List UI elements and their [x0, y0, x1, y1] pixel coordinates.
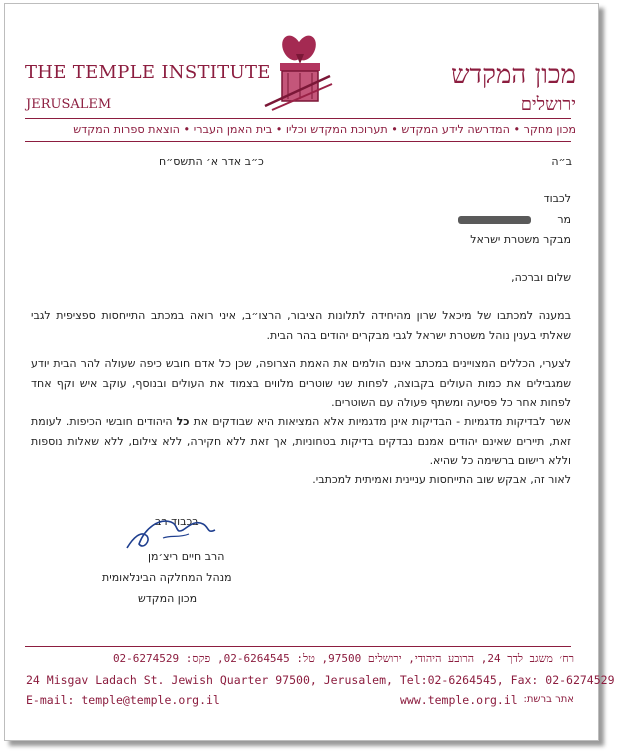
- footer-website-label: אתר ברשת:: [523, 694, 574, 705]
- redacted-name: [458, 216, 531, 224]
- hebrew-city: ירושלים: [520, 94, 576, 115]
- footer-hebrew-address: רח׳ משגב לדך 24, הרובע היהודי, ירושלים 97500, טל: 02-6264545, פקס: 02-6274529: [112, 652, 574, 665]
- paragraph-2: לצערי, הכללים המצויינים במכתב אינם הולמים את האמת הצרופה, שכן כל אדם חובש כיפה שעולה להר הבית יודע שמגבילים את כמות העולים בקבוצה, לפחות שני שוטרים מלווים בצמוד את העולים ובנוסף, עוקב איש וקף אחד לפחות אחר כל פסיעה ומשתף פעולה עם השוטרים.: [31, 357, 571, 409]
- paragraph-3-bold: כל: [176, 415, 190, 428]
- ark-of-covenant-icon: [262, 30, 334, 112]
- bh-mark: ב״ה: [551, 155, 572, 168]
- paragraph-1: במענה למכתבו של מיכאל שרון מהיחידה לתלונות הציבור, הרצו״ב, איני רואה במכתב התייחסות ספציפית לגבי שאלתי בענין נוהל משטרת ישראל לגבי מבקרים יהודים בהר הבית.: [31, 309, 571, 342]
- signer-name: הרב חיים ריצ׳מן: [148, 550, 225, 563]
- signer-role: מנהל המחלקה הבינלאומית: [102, 571, 232, 584]
- footer-english-address: 24 Misgav Ladach St. Jewish Quarter 97500, Jerusalem, Tel:02-6264545, Fax: 02-6274529: [26, 673, 615, 687]
- greeting: שלום וברכה,: [511, 271, 571, 284]
- paragraph-3-start: אשר לבדיקות מדגמיות - הבדיקות אינן מדגמיות אלא המציאות היא שבודקים את: [189, 415, 571, 428]
- hebrew-institute-name: מכון המקדש: [451, 60, 576, 90]
- signer-org: מכון המקדש: [138, 592, 198, 605]
- paragraph-3: [31, 412, 571, 471]
- english-institute-name: THE TEMPLE INSTITUTE: [25, 62, 271, 83]
- paragraph-3-end: היהודים חובשי הכיפות. לעומת זאת, תיירים שאינם יהודים אמנם נבדקים בדיקות בטחוניות, אך זאת ללא חקירה, ללא צילום, ללא שאלות נוספות וללא רישום ברשימה כל שהיא.: [31, 415, 571, 467]
- header-rule-bottom: [25, 141, 571, 142]
- footer-website[interactable]: www.temple.org.il: [400, 693, 518, 707]
- english-city: JERUSALEM: [26, 97, 112, 112]
- letter-date: כ״ב אדר א׳ התשס״ח: [159, 155, 264, 168]
- recipient-prefix: מר: [557, 213, 571, 226]
- footer-email[interactable]: E-mail: temple@temple.org.il: [26, 693, 220, 707]
- footer-rule: [25, 646, 571, 647]
- letter-sheet: [4, 3, 615, 741]
- recipient-title: מבקר משטרת ישראל: [470, 233, 571, 246]
- closing: בכבוד רב: [155, 515, 199, 528]
- header-rule-top: [25, 118, 571, 119]
- departments-line: מכון מחקר • המדרשה לידע המקדש • תערוכת המקדש וכליו • בית האמן העברי • הוצאת ספרות המקדש: [73, 123, 576, 136]
- handwritten-signature: [119, 508, 229, 556]
- paragraph-4: לאור זה, אבקש שוב התייחסות עניינית ואמיתית למכתבי.: [312, 473, 571, 486]
- to-label: לכבוד: [543, 192, 571, 205]
